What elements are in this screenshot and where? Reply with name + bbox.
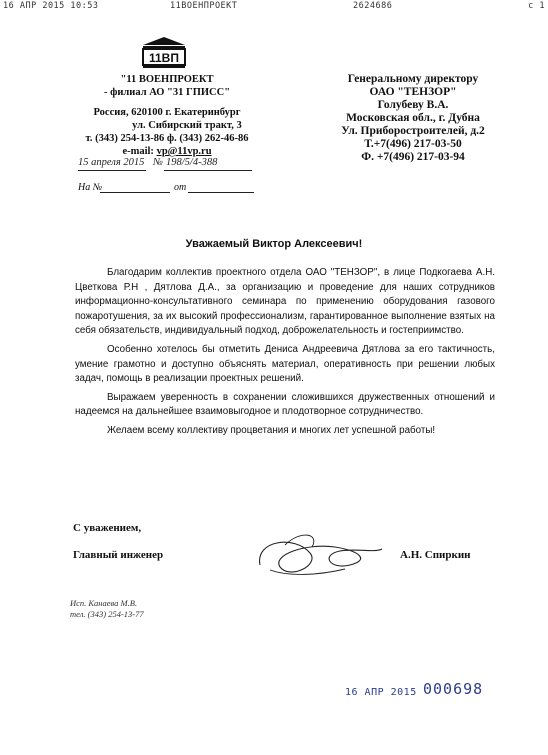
fax-number: 2624686: [353, 1, 393, 11]
letter-greeting: Уважаемый Виктор Алексеевич!: [185, 238, 363, 250]
paragraph-mention: Особенно хотелось бы отметить Дениса Андреевича Дятлова за его тактичность, умение грамотно и доступно объяснять материал, оперативность при решении любых задач, помощь в реализации проектных решений.: [75, 343, 495, 385]
recipient-company: ОАО "ТЕНЗОР": [369, 86, 457, 98]
organization-logo: [141, 36, 187, 68]
paragraph-confidence: Выражаем уверенность в сохранении сложившихся дружественных отношений и надеемся на дальнейшее взаимовыгодное и плодотворное сотрудничество.: [75, 391, 495, 418]
fax-datetime: 16 АПР 2015 10:53: [3, 1, 99, 11]
outgoing-number: 198/5/4-388: [166, 157, 218, 168]
stamp-date: 16 АПР 2015: [345, 687, 417, 698]
sender-address-street: ул. Сибирский тракт, 3: [132, 120, 242, 131]
recipient-phone: Т.+7(496) 217-03-50: [364, 138, 462, 150]
handwritten-signature: [250, 525, 390, 585]
signer-name: А.Н. Спиркин: [400, 549, 471, 561]
recipient-street: Ул. Приборостроителей, д.2: [341, 125, 485, 137]
incoming-label: На №: [78, 182, 103, 193]
paragraph-gratitude: Благодарим коллектив проектного отдела ОАО "ТЕНЗОР", в лице Подкогаева А.Н. Цветкова Р.Н , Дятлова Д.А., за организацию и проведение для наших сотрудников информационно-консультативного семинара по применению оборудования газового пожаротушения, за их высокий профессионализм, гарантированное выполнение взятых на себя обязательств, индивидуальный подход, доброжелательность и гостеприимство.: [75, 267, 495, 337]
stamp-number: 000698: [423, 680, 484, 698]
letter-body: [75, 266, 495, 443]
incoming-from-label: от: [174, 182, 187, 193]
executor-name: Исп. Канаева М.В.: [70, 598, 138, 608]
executor-block: [70, 598, 144, 620]
sender-email-label: e-mail:: [122, 146, 154, 157]
signer-position: Главный инженер: [73, 549, 164, 561]
recipient-region: Московская обл., г. Дубна: [346, 112, 480, 124]
logo-text: 11ВП: [149, 51, 179, 65]
outgoing-number-label: №: [153, 157, 163, 168]
recipient-block: [318, 73, 508, 164]
fax-sender: 11ВОЕНПРОЕКТ: [170, 1, 238, 11]
sender-block: [55, 73, 279, 158]
sender-org-branch: - филиал АО "31 ГПИСС": [103, 87, 231, 98]
recipient-name: Голубеву В.А.: [377, 99, 449, 111]
outgoing-reference: [78, 157, 253, 172]
sender-org-name: "11 ВОЕНПРОЕКТ: [120, 74, 214, 85]
closing-regards: С уважением,: [73, 522, 142, 534]
fax-page: с 1: [528, 1, 545, 11]
executor-phone: тел. (343) 254-13-77: [70, 609, 144, 619]
sender-address-city: Россия, 620100 г. Екатеринбург: [93, 107, 241, 118]
outgoing-date: 15 апреля 2015: [78, 157, 145, 168]
incoming-reference: [78, 182, 253, 194]
sender-phone: т. (343) 254-13-86 ф. (343) 262-46-86: [85, 133, 249, 144]
recipient-fax: Ф. +7(496) 217-03-94: [361, 151, 465, 163]
sender-email: vp@11vp.ru: [156, 146, 212, 157]
fax-header: [3, 1, 545, 13]
recipient-position: Генеральному директору: [347, 73, 479, 85]
paragraph-wishes: Желаем всему коллективу процветания и многих лет успешной работы!: [107, 424, 436, 436]
